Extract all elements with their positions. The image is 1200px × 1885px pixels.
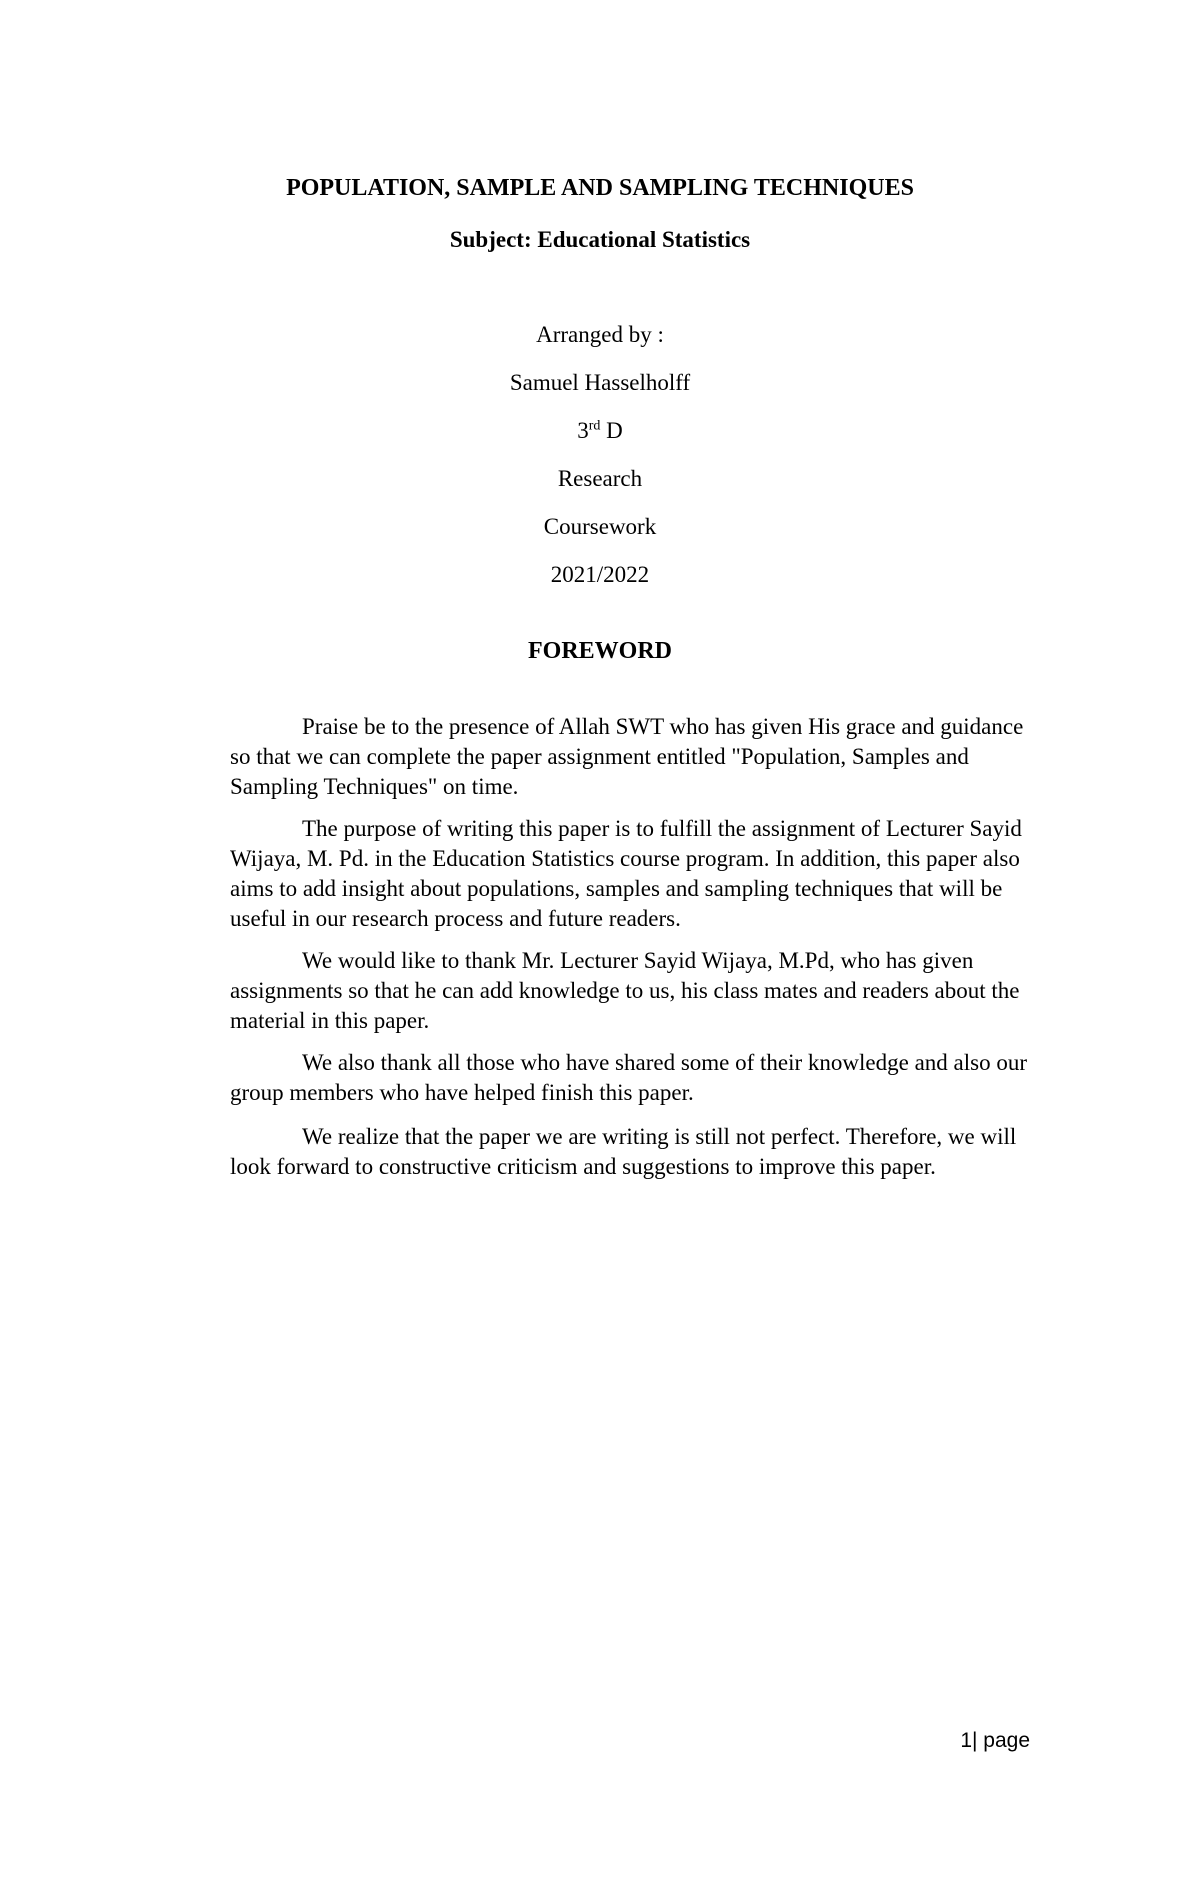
class-suffix: rd xyxy=(588,418,601,434)
document-subject: Subject: Educational Statistics xyxy=(449,227,751,252)
foreword-paragraph: The purpose of writing this paper is to fulfill the assignment of Lecturer Sayid Wijaya, M. Pd. in the Education Statistics course program. In addition, this paper also aims to add insight about populations, samples and sampling techniques that will be useful in our research process and future readers. xyxy=(230,816,1022,931)
document-title: POPULATION, SAMPLE AND SAMPLING TECHNIQUES xyxy=(286,175,914,201)
foreword-paragraph: We also thank all those who have shared some of their knowledge and also our group members who have helped finish this paper. xyxy=(230,1050,1028,1105)
page-number: 1| page xyxy=(960,1729,1030,1752)
class-label xyxy=(0,416,1200,446)
program-label: Research xyxy=(557,466,643,491)
year-label: 2021/2022 xyxy=(550,562,650,587)
class-number: 3 xyxy=(577,418,589,443)
arranged-by-label: Arranged by : xyxy=(536,322,664,347)
class-letter: D xyxy=(600,418,623,443)
foreword-heading: FOREWORD xyxy=(528,638,672,664)
foreword-paragraph: We realize that the paper we are writing is still not perfect. Therefore, we will look forward to constructive criticism and suggestions to improve this paper. xyxy=(230,1124,1017,1179)
author-name: Samuel Hasselholff xyxy=(509,370,691,395)
foreword-paragraph: We would like to thank Mr. Lecturer Sayid Wijaya, M.Pd, who has given assignments so that he can add knowledge to us, his class mates and readers about the material in this paper. xyxy=(230,948,1020,1033)
type-label: Coursework xyxy=(543,514,657,539)
foreword-paragraph: Praise be to the presence of Allah SWT who has given His grace and guidance so that we can complete the paper assignment entitled "Population, Samples and Sampling Techniques" on time. xyxy=(230,714,1024,799)
